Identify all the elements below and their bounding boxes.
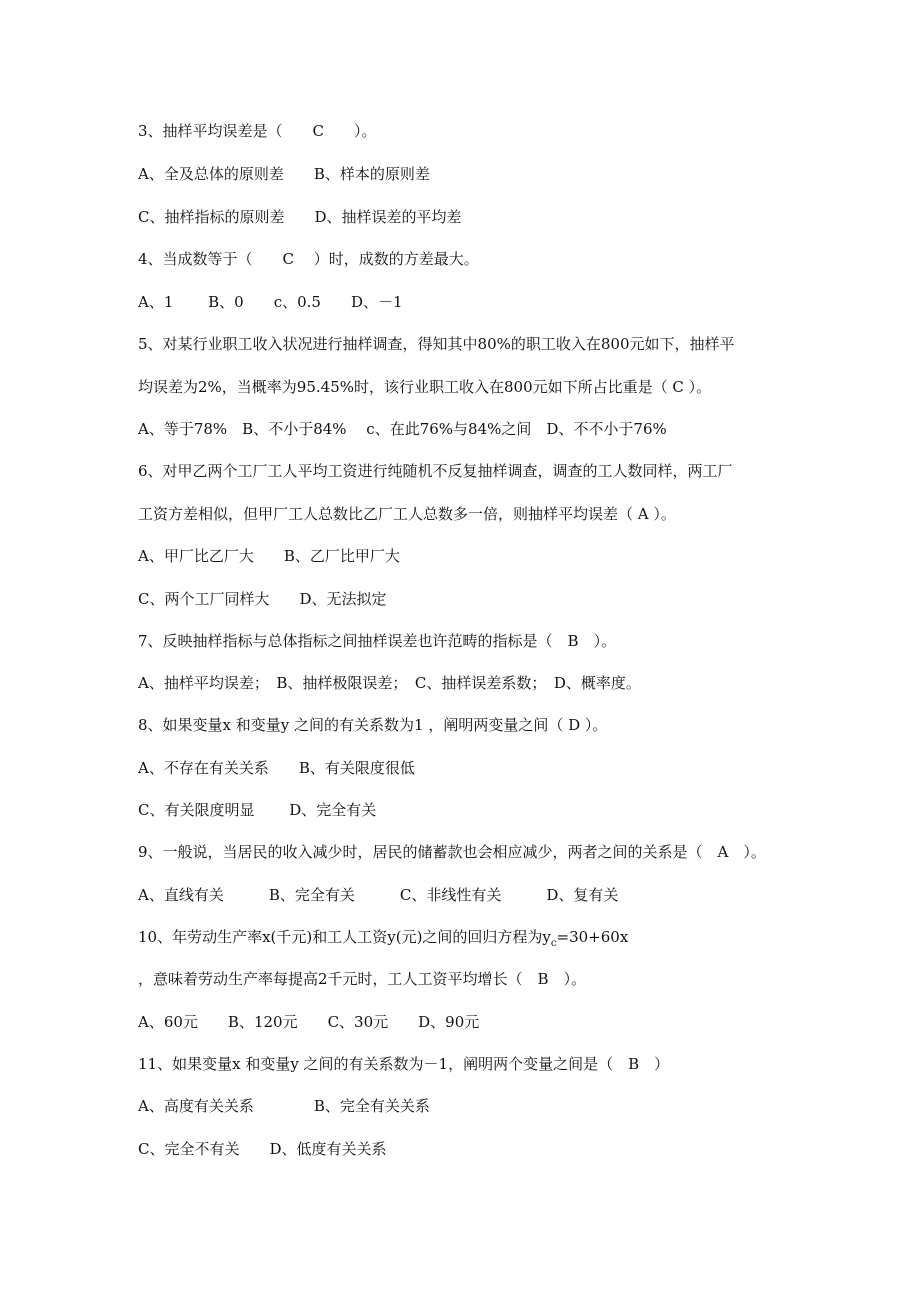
- question-11-options-ab: A、高度有关关系 B、完全有关关系: [138, 1097, 430, 1115]
- question-6-line-2: 工资方差相似，但甲厂工人总数比乙厂工人总数多一倍，则抽样平均误差（ A ）。: [138, 505, 676, 523]
- question-5-line-2: 均误差为2%，当概率为95.45%时，该行业职工收入在800元如下所占比重是（ C ）。: [138, 378, 712, 396]
- question-10-line-2: ，意味着劳动生产率每提高2千元时，工人工资平均增长（ B ）。: [138, 970, 587, 988]
- question-9: 9、一般说，当居民的收入减少时，居民的储蓄款也会相应减少，两者之间的关系是（ A ）。: [138, 843, 766, 861]
- question-10-text: 10、年劳动生产率x(千元)和工人工资y(元)之间的回归方程为y: [138, 928, 551, 946]
- question-8-options-cd: C、有关限度明显 D、完全有关: [138, 801, 377, 819]
- question-3-options-ab: A、全及总体的原则差 B、样本的原则差: [138, 165, 430, 183]
- question-11: 11、如果变量x 和变量y 之间的有关系数为－1，阐明两个变量之间是（ B ）: [138, 1055, 670, 1073]
- question-5-line-1: 5、对某行业职工收入状况进行抽样调查，得知其中80%的职工收入在800元如下，抽样平: [138, 335, 735, 353]
- question-5-options: A、等于78% B、不小于84% c、在此76%与84%之间 D、不不小于76%: [138, 420, 667, 438]
- question-6-options-ab: A、甲厂比乙厂大 B、乙厂比甲厂大: [138, 547, 400, 565]
- question-6-options-cd: C、两个工厂同样大 D、无法拟定: [138, 590, 387, 608]
- question-10-line-1: [138, 927, 628, 954]
- question-3-options-cd: C、抽样指标的原则差 D、抽样误差的平均差: [138, 208, 462, 226]
- question-3: 3、抽样平均误差是（ C ）。: [138, 122, 377, 140]
- question-8-options-ab: A、不存在有关关系 B、有关限度很低: [138, 759, 415, 777]
- question-7-options: A、抽样平均误差； B、抽样极限误差； C、抽样误差系数； D、概率度。: [138, 674, 641, 692]
- equation-subscript: c: [550, 938, 557, 949]
- equation-rhs: =30+60x: [556, 928, 629, 946]
- question-8: 8、如果变量x 和变量y 之间的有关系数为1 ，阐明两变量之间（ D ）。: [138, 716, 608, 734]
- question-7: 7、反映抽样指标与总体指标之间抽样误差也许范畴的指标是（ B ）。: [138, 632, 617, 650]
- question-4-options: A、1 B、0 c、0.5 D、－1: [138, 293, 403, 311]
- question-10-options: A、60元 B、120元 C、30元 D、90元: [138, 1013, 480, 1031]
- question-11-options-cd: C、完全不有关 D、低度有关关系: [138, 1140, 387, 1158]
- question-9-options: A、直线有关 B、完全有关 C、非线性有关 D、复有关: [138, 886, 619, 904]
- question-6-line-1: 6、对甲乙两个工厂工人平均工资进行纯随机不反复抽样调查，调查的工人数同样，两工厂: [138, 462, 733, 480]
- question-4: 4、当成数等于（ C ）时，成数的方差最大。: [138, 250, 479, 268]
